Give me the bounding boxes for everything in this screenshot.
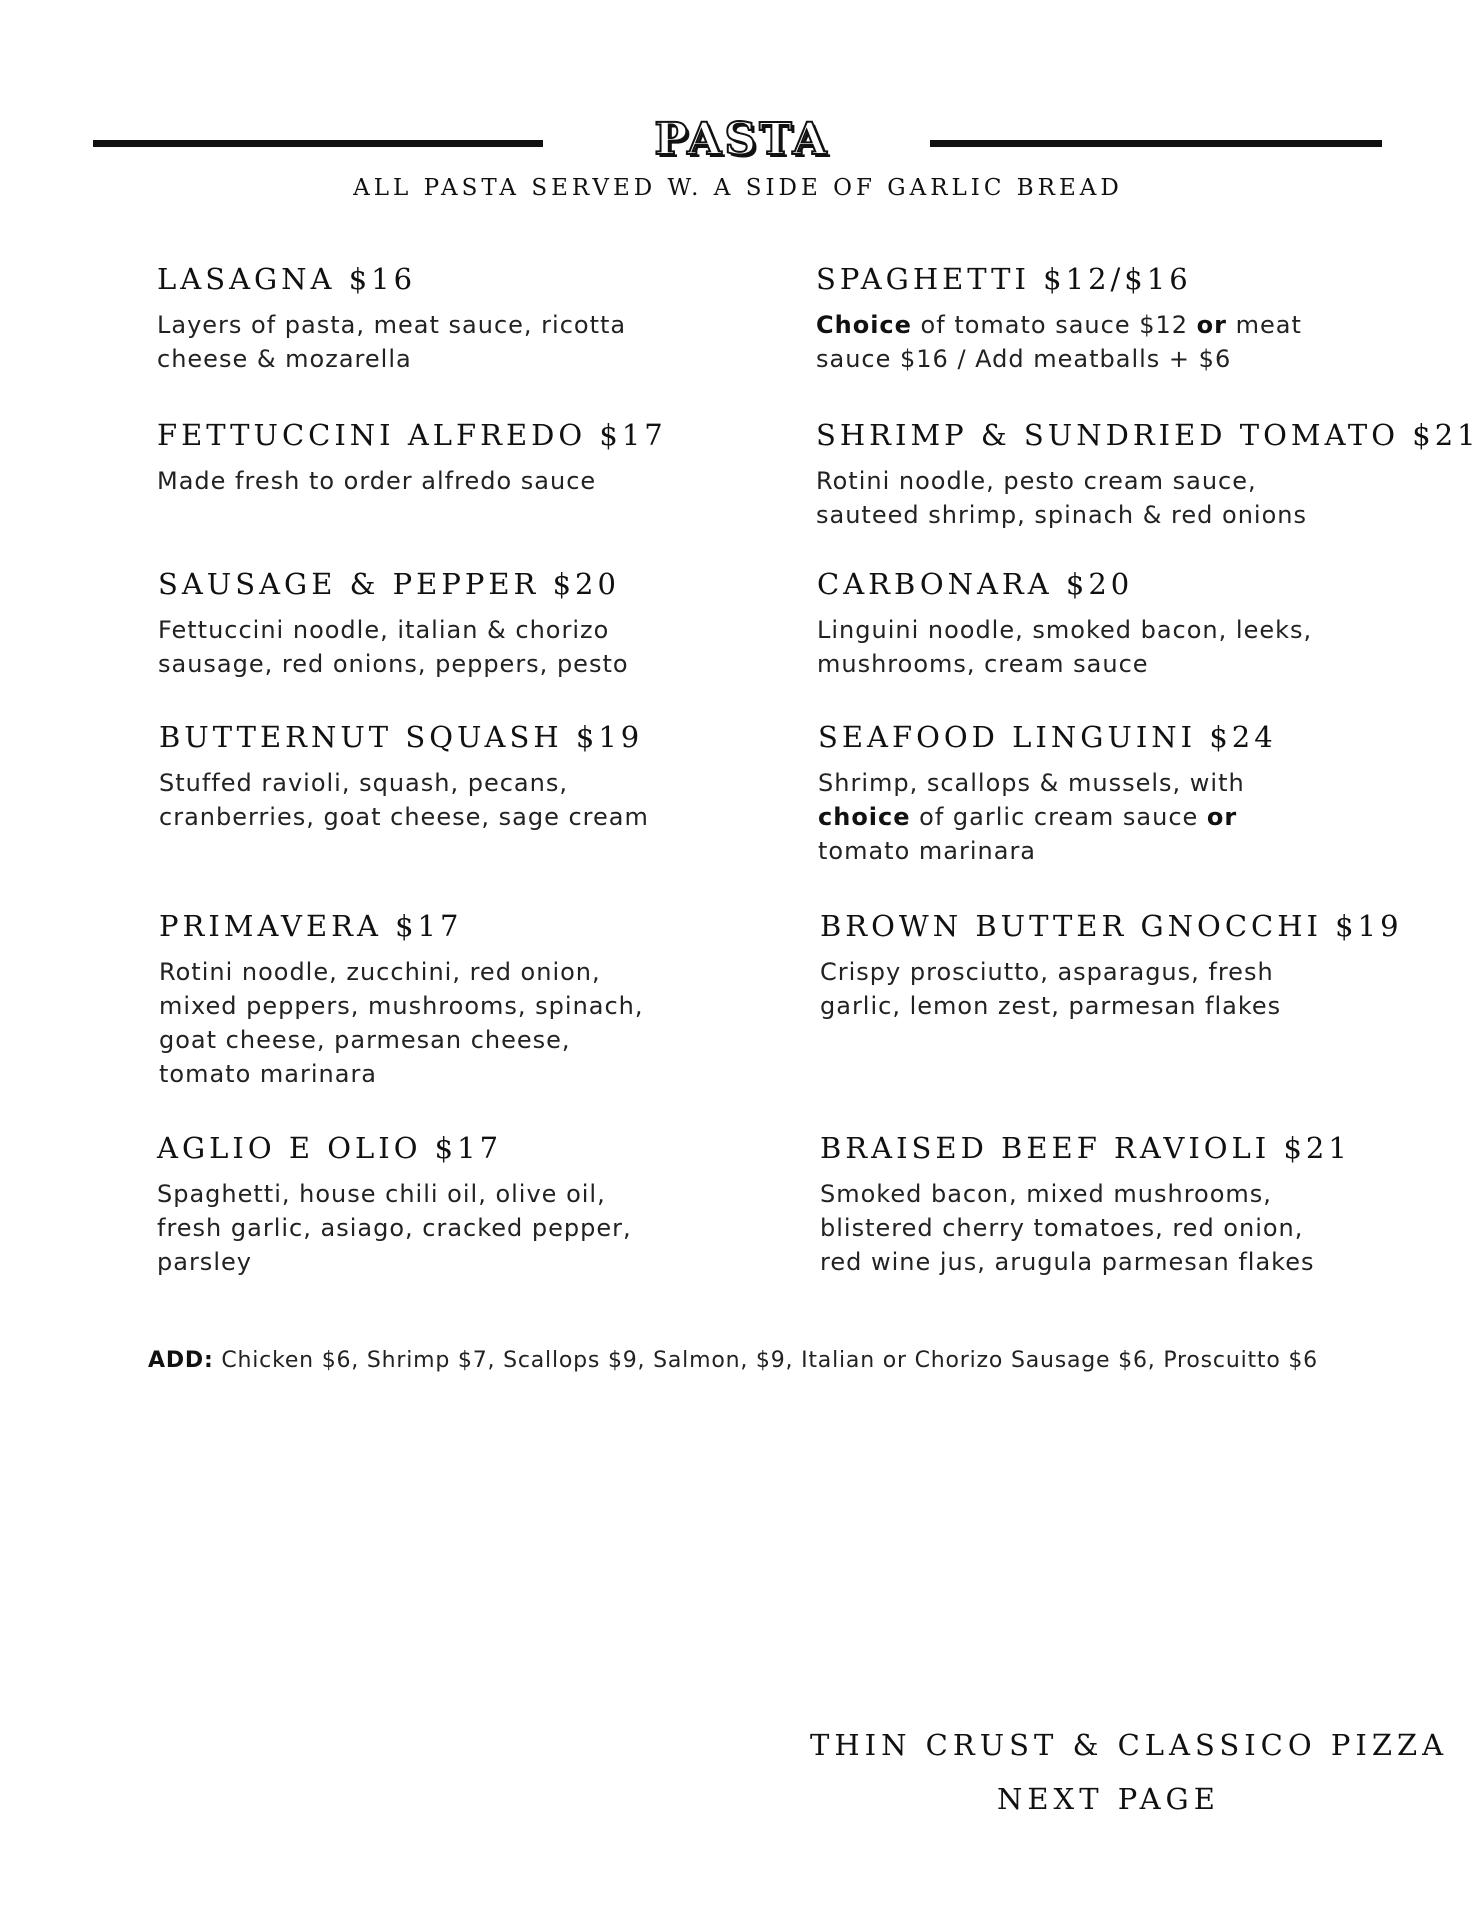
item-name: BUTTERNUT SQUASH $19 bbox=[159, 720, 644, 754]
menu-item-brown-butter-gnocchi bbox=[820, 909, 1403, 1023]
item-name: SEAFOOD LINGUINI $24 bbox=[818, 720, 1277, 754]
item-description: Linguini noodle, smoked bacon, leeks, mushrooms, cream sauce bbox=[817, 616, 1313, 678]
item-description: Rotini noodle, zucchini, red onion, mixed peppers, mushrooms, spinach, goat cheese, parmesan cheese, tomato marinara bbox=[159, 958, 644, 1088]
menu-item-butternut-squash bbox=[159, 720, 649, 834]
add-ons-label: ADD: bbox=[148, 1348, 214, 1373]
menu-item-seafood-linguini bbox=[818, 720, 1277, 868]
item-name: SHRIMP & SUNDRIED TOMATO $21 bbox=[816, 418, 1480, 452]
menu-item-carbonara bbox=[817, 567, 1313, 681]
item-description: Smoked bacon, mixed mushrooms, blistered cherry tomatoes, red onion, red wine jus, arugula parmesan flakes bbox=[820, 1180, 1315, 1276]
item-description: Fettuccini noodle, italian & chorizo sausage, red onions, peppers, pesto bbox=[158, 616, 629, 678]
menu-item-sausage-pepper bbox=[158, 567, 629, 681]
menu-item-lasagna bbox=[157, 262, 627, 376]
item-description: Shrimp, scallops & mussels, with choice of garlic cream sauce or tomato marinara bbox=[818, 769, 1245, 865]
footer-next-page: NEXT PAGE bbox=[997, 1782, 1220, 1816]
item-name: CARBONARA $20 bbox=[817, 567, 1134, 601]
menu-item-spaghetti bbox=[816, 262, 1302, 376]
menu-item-braised-beef-ravioli bbox=[820, 1131, 1351, 1279]
menu-item-fettuccini-alfredo bbox=[157, 418, 667, 498]
item-description: Stuffed ravioli, squash, pecans, cranberries, goat cheese, sage cream bbox=[159, 769, 649, 831]
item-description: Layers of pasta, meat sauce, ricotta cheese & mozarella bbox=[157, 311, 627, 373]
item-name: AGLIO E OLIO $17 bbox=[157, 1131, 503, 1165]
item-name: LASAGNA $16 bbox=[157, 262, 417, 296]
menu-item-primavera bbox=[159, 909, 644, 1091]
item-description: Spaghetti, house chili oil, olive oil, fresh garlic, asiago, cracked pepper, parsley bbox=[157, 1180, 632, 1276]
item-description: Made fresh to order alfredo sauce bbox=[157, 467, 597, 495]
item-description: Choice of tomato sauce $12 or meat sauce $16 / Add meatballs + $6 bbox=[816, 311, 1302, 373]
page-subtitle: ALL PASTA SERVED W. A SIDE OF GARLIC BREAD bbox=[353, 175, 1123, 201]
add-ons-line bbox=[148, 1348, 1318, 1373]
item-name: FETTUCCINI ALFREDO $17 bbox=[157, 418, 667, 452]
menu-item-aglio-e-olio bbox=[157, 1131, 632, 1279]
page-title: PASTA bbox=[654, 114, 830, 165]
item-name: BROWN BUTTER GNOCCHI $19 bbox=[820, 909, 1403, 943]
menu-item-shrimp-sundried-tomato bbox=[816, 418, 1480, 532]
item-description: Crispy prosciutto, asparagus, fresh garlic, lemon zest, parmesan flakes bbox=[820, 958, 1282, 1020]
item-name: BRAISED BEEF RAVIOLI $21 bbox=[820, 1131, 1351, 1165]
item-description: Rotini noodle, pesto cream sauce, sauteed shrimp, spinach & red onions bbox=[816, 467, 1307, 529]
item-name: PRIMAVERA $17 bbox=[159, 909, 463, 943]
item-name: SAUSAGE & PEPPER $20 bbox=[158, 567, 620, 601]
item-name: SPAGHETTI $12/$16 bbox=[816, 262, 1192, 296]
footer-pizza-line: THIN CRUST & CLASSICO PIZZA bbox=[810, 1728, 1449, 1762]
add-ons-text: Chicken $6, Shrimp $7, Scallops $9, Salmon, $9, Italian or Chorizo Sausage $6, Proscuitto $6 bbox=[213, 1348, 1318, 1373]
